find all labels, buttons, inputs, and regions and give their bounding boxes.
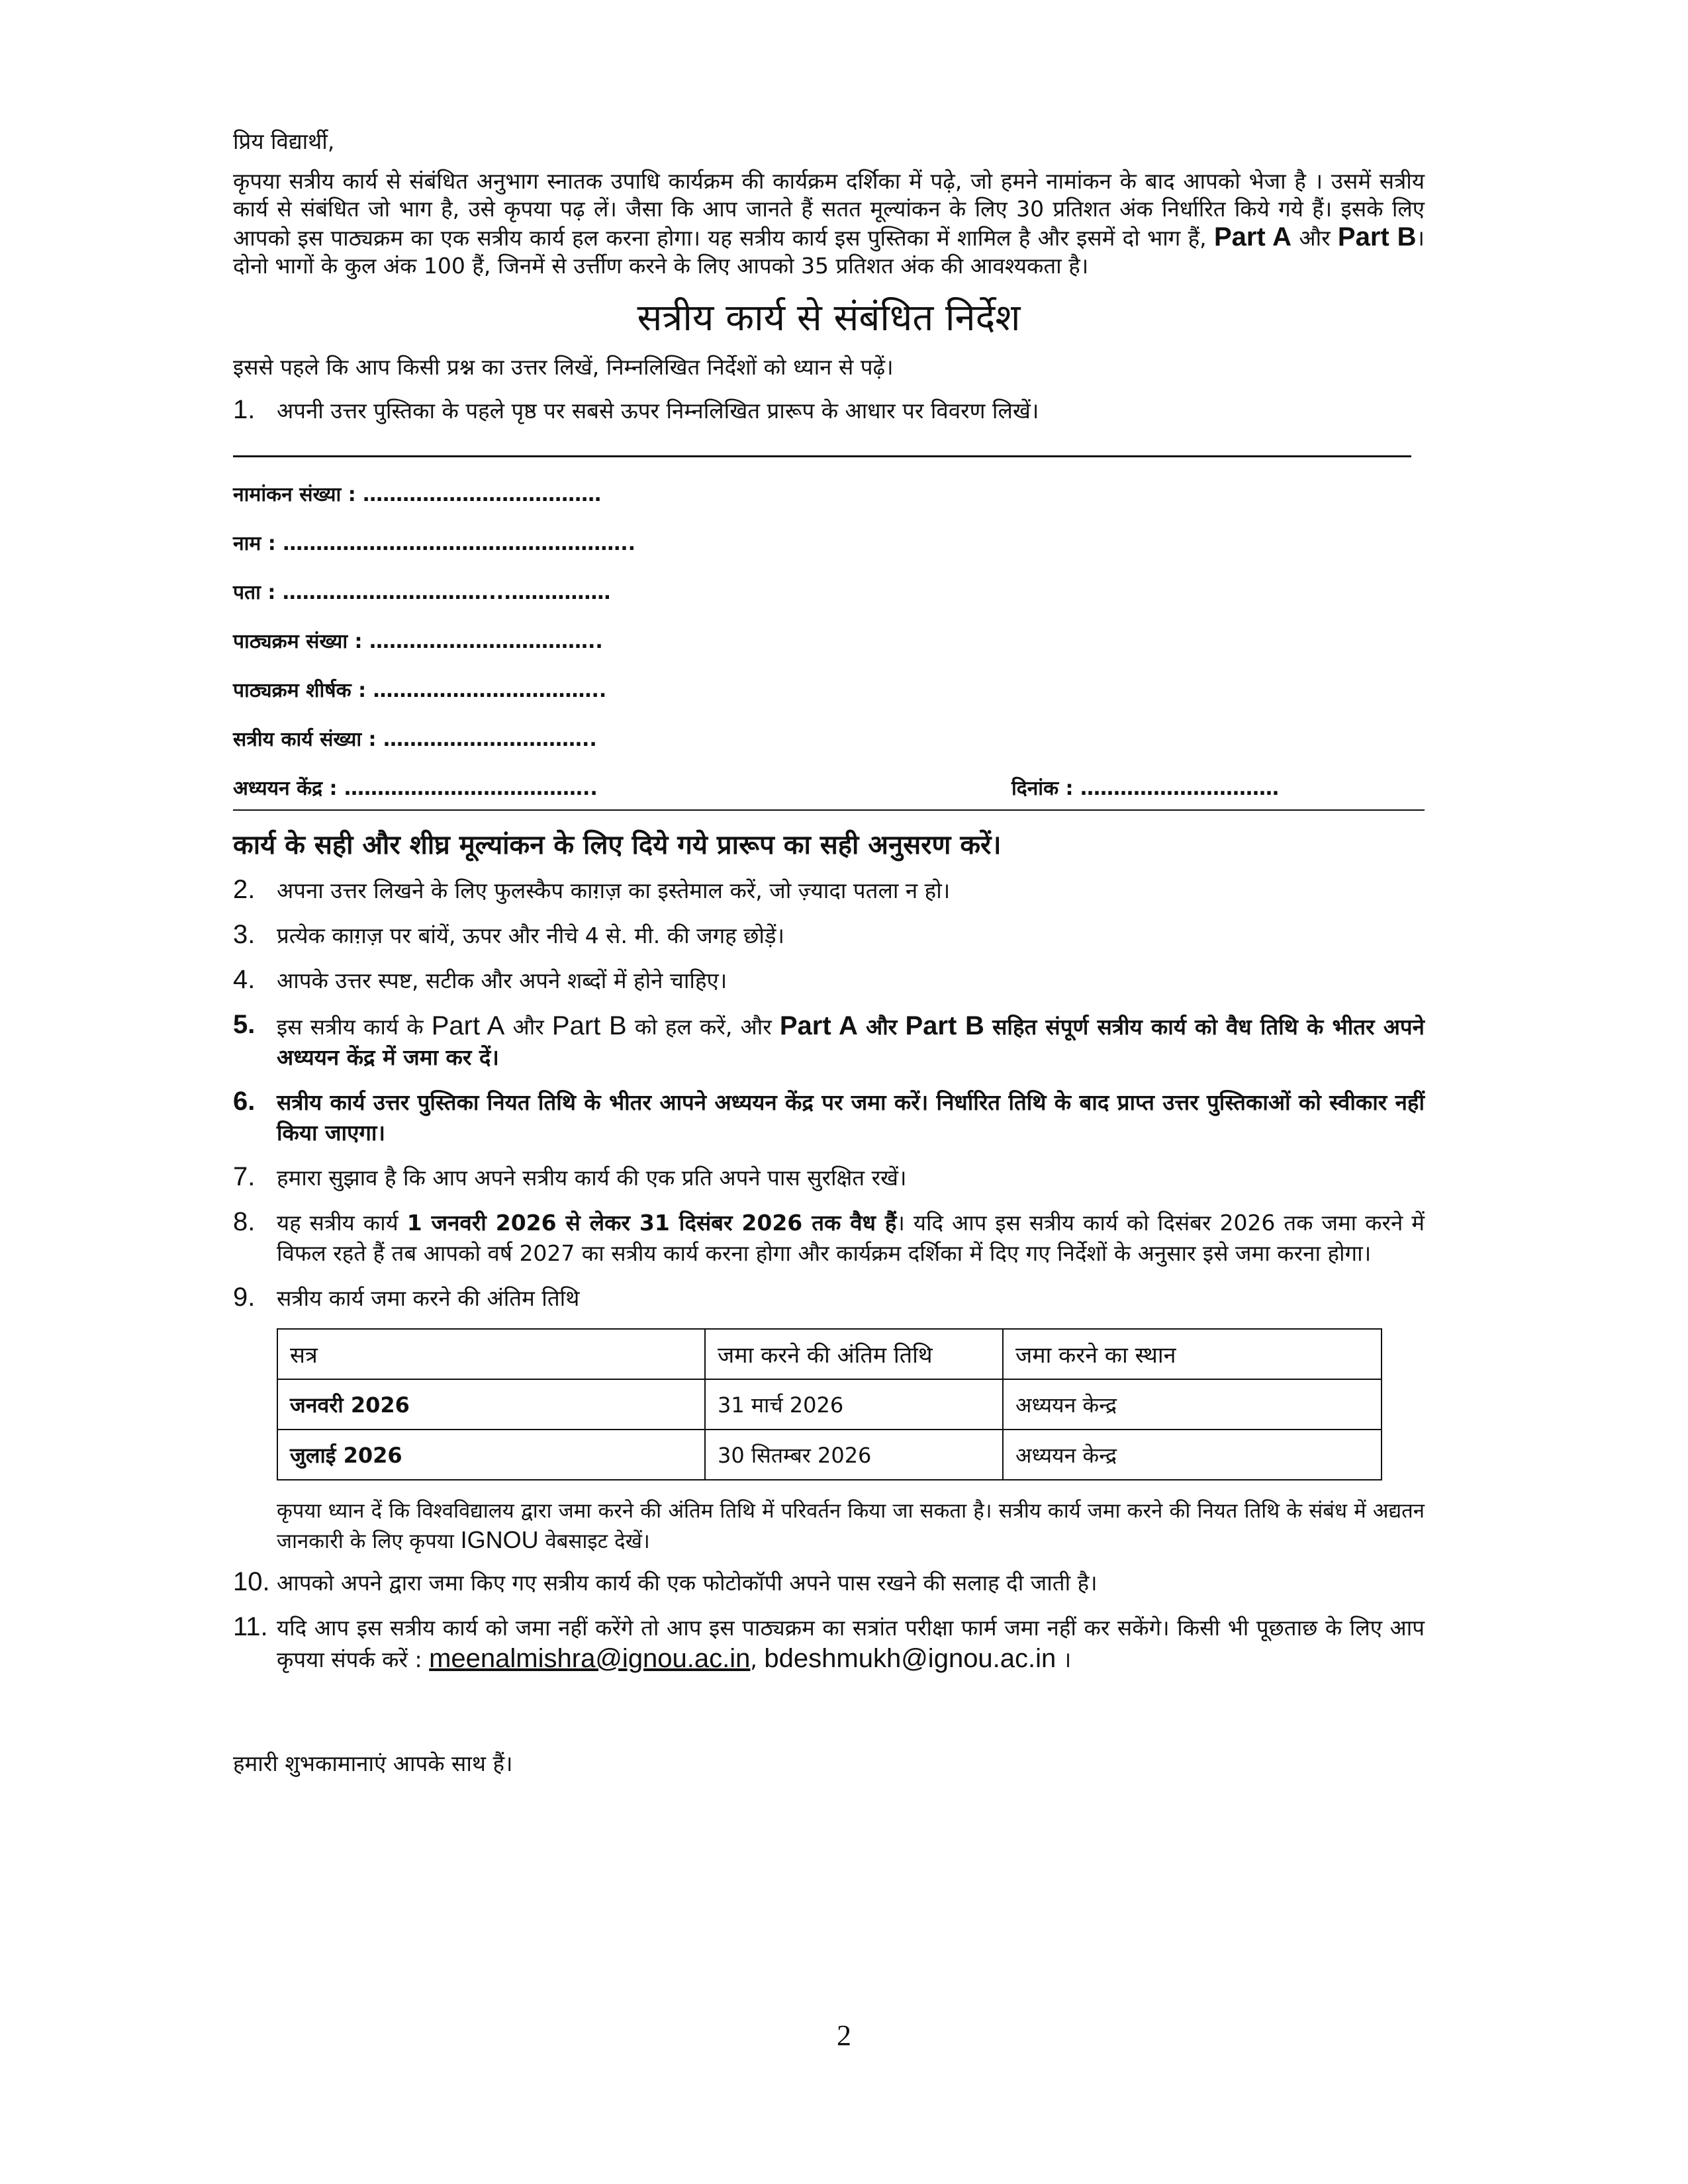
item-number: 11.: [233, 1612, 268, 1641]
table-cell: अध्ययन केन्द्र: [1003, 1430, 1382, 1480]
i5-text-2: और: [512, 1014, 544, 1040]
item-number: 1.: [233, 395, 256, 424]
note-text-1: कृपया ध्यान दें कि विश्वविद्यालय द्वारा जमा करने की अंतिम तिथि में परिवर्तन किया जा सकता है। सत्रीय कार्य जमा करने की नियत तिथि के संबंध में अद्यतन जानकारी के लिए कृपया: [277, 1499, 1425, 1553]
intro-and: और: [1299, 225, 1331, 251]
instruction-10: [233, 1568, 1425, 1598]
table-cell: अध्ययन केन्द्र: [1003, 1379, 1382, 1430]
i5-text-1: इस सत्रीय कार्य के: [277, 1014, 424, 1040]
item-number: 4.: [233, 965, 256, 994]
end-mark: ।: [1062, 1647, 1072, 1672]
table-header: जमा करने की अंतिम तिथि: [705, 1329, 1003, 1379]
item-number: 5.: [233, 1010, 256, 1039]
field-course-code: पाठ्यक्रम संख्या : ……………………………..: [233, 630, 603, 653]
note-text-2: वेबसाइट देखें।: [545, 1529, 650, 1553]
i11-text: यदि आप इस सत्रीय कार्य को जमा नहीं करेंगे तो आप इस पाठ्यक्रम का सत्रांत परीक्षा फार्म जमा नहीं कर सकेंगे। किसी भी पूछताछ के लिए आप कृपया संपर्क करें :: [277, 1615, 1425, 1672]
field-address: पता : …………………………....……………: [233, 581, 611, 604]
deadline-note: [277, 1496, 1425, 1556]
instruction-3: [233, 921, 1425, 951]
item-number: 3.: [233, 920, 256, 949]
i5-text-5: सहित संपूर्ण सत्रीय कार्य को वैध तिथि के भीतर अपने अध्ययन केंद्र में जमा कर दें।: [277, 1014, 1425, 1070]
table-row: [277, 1379, 1382, 1430]
instruction-8: [233, 1208, 1425, 1269]
table-cell: 31 मार्च 2026: [705, 1379, 1003, 1430]
intro-part-b: Part B: [1337, 222, 1417, 251]
email-link-1[interactable]: meenalmishra@ignou.ac.in: [429, 1644, 751, 1673]
field-date: दिनांक : …………………………: [1011, 777, 1279, 800]
field-assignment-no: सत्रीय कार्य संख्या : …………………………..: [233, 728, 597, 751]
item-text: [277, 1011, 1425, 1073]
comma: ,: [750, 1647, 757, 1672]
note-ignou: IGNOU: [460, 1526, 539, 1553]
field-name: नाम : ……………………………………………..: [233, 532, 636, 555]
instruction-4: [233, 966, 1425, 996]
i8-text-1: यह सत्रीय कार्य: [277, 1210, 399, 1236]
email-link-2[interactable]: bdeshmukh@ignou.ac.in: [764, 1644, 1056, 1673]
instruction-1: [233, 396, 1425, 426]
instruction-6: [233, 1087, 1425, 1148]
item-number: 10.: [233, 1567, 270, 1596]
item-text: [277, 1208, 1425, 1269]
i5-part-b: Part B: [551, 1011, 627, 1040]
page-title: सत्रीय कार्य से संबंधित निर्देश: [637, 296, 1021, 340]
item-text: अपनी उत्तर पुस्तिका के पहले पृष्ठ पर सबसे ऊपर निम्नलिखित प्रारूप के आधार पर विवरण लिखें।: [277, 398, 1039, 424]
i8-validity: 1 जनवरी 2026 से लेकर 31 दिसंबर 2026 तक वैध हैं: [406, 1210, 897, 1236]
deadline-table-wrap: [233, 1328, 1425, 1556]
item-text: सत्रीय कार्य जमा करने की अंतिम तिथि: [277, 1285, 580, 1311]
sub-intro: इससे पहले कि आप किसी प्रश्न का उत्तर लिखें, निम्नलिखित निर्देशों को ध्यान से पढ़ें।: [233, 354, 894, 380]
table-header: सत्र: [277, 1329, 705, 1379]
instruction-5: [233, 1011, 1425, 1073]
item-number: 6.: [233, 1087, 256, 1116]
item-text: हमारा सुझाव है कि आप अपने सत्रीय कार्य की एक प्रति अपने पास सुरक्षित रखें।: [277, 1165, 907, 1191]
i8-text-2: । यदि आप इस सत्रीय कार्य को दिसंबर 2026 तक जमा करने में विफल रहते हैं तब आपको वर्ष 2027 का सत्रीय कार्य करना होगा और कार्यक्रम दर्शिका में दिए गए निर्देशों के अनुसार इसे जमा करना होगा।: [277, 1210, 1425, 1266]
follow-format-note: कार्य के सही और शीघ्र मूल्यांकन के लिए दिये गये प्रारूप का सही अनुसरण करें।: [233, 830, 1002, 860]
table-cell: जनवरी 2026: [277, 1379, 705, 1430]
item-number: 9.: [233, 1283, 256, 1312]
instruction-9: [233, 1283, 1425, 1314]
item-text: प्रत्येक काग़ज़ पर बांयें, ऊपर और नीचे 4 से. मी. की जगह छोड़ें।: [277, 923, 785, 948]
item-text: सत्रीय कार्य उत्तर पुस्तिका नियत तिथि के भीतर आपने अध्ययन केंद्र पर जमा करें। निर्धारित तिथि के बाद प्राप्त उत्तर पुस्तिकाओं को स्वीकार नहीं किया जाएगा।: [277, 1089, 1425, 1146]
intro-paragraph: [233, 167, 1425, 280]
table-cell: जुलाई 2026: [277, 1430, 705, 1480]
document-page: [233, 126, 1425, 1799]
intro-text-1: कृपया सत्रीय कार्य से संबंधित अनुभाग स्नातक उपाधि कार्यक्रम की कार्यक्रम दर्शिका में पढ़े, जो हमने नामांकन के बाद आपको भेजा है । उसमें सत्रीय कार्य से संबंधित जो भाग है, उसे कृपया पढ़ लें। जैसा कि आप जानते हैं सतत मूल्यांकन के लिए 30 प्रतिशत अंक निर्धारित किये गये हैं। इसके लिए आपको इस पाठ्यक्रम का एक सत्रीय कार्य हल करना होगा। यह सत्रीय कार्य इस पुस्तिका में शामिल है और इसमें दो भाग हैं,: [233, 168, 1425, 251]
item-text: अपना उत्तर लिखने के लिए फुलस्कैप काग़ज़ का इस्तेमाल करें, जो ज़्यादा पतला न हो।: [277, 878, 951, 903]
item-text: आपके उत्तर स्पष्ट, सटीक और अपने शब्दों में होने चाहिए।: [277, 968, 727, 993]
table-header: जमा करने का स्थान: [1003, 1329, 1382, 1379]
instruction-2: [233, 876, 1425, 906]
table-row: [277, 1430, 1382, 1480]
i5-part-a-bold: Part A: [779, 1011, 858, 1040]
form-top-rule: [233, 455, 1411, 457]
table-cell: 30 सितम्बर 2026: [705, 1430, 1003, 1480]
item-text: आपको अपने द्वारा जमा किए गए सत्रीय कार्य की एक फोटोकॉपी अपने पास रखने की सलाह दी जाती है।: [277, 1570, 1098, 1596]
instruction-7: [233, 1163, 1425, 1193]
item-text: [277, 1613, 1425, 1675]
closing-line: हमारी शुभकामानाएं आपके साथ हैं।: [233, 1751, 513, 1776]
i5-part-a: Part A: [431, 1011, 505, 1040]
field-enrolment: नामांकन संख्या : ………………………………: [233, 483, 602, 506]
deadline-table: [277, 1328, 1382, 1480]
item-number: 8.: [233, 1207, 256, 1236]
salutation: प्रिय विद्यार्थी,: [233, 128, 335, 154]
i5-text-3: को हल करें, और: [634, 1014, 772, 1040]
instruction-11: [233, 1613, 1425, 1675]
field-course-title: पाठ्यक्रम शीर्षक : ……………………………..: [233, 679, 607, 702]
item-number: 7.: [233, 1162, 256, 1191]
field-centre-date-row: [233, 764, 1279, 813]
item-number: 2.: [233, 875, 256, 904]
i5-part-b-bold: Part B: [905, 1011, 984, 1040]
page-number: 2: [837, 2019, 851, 2052]
table-header-row: [277, 1329, 1382, 1379]
field-study-centre: अध्ययन केंद्र : ………………………………..: [233, 777, 598, 800]
intro-text-2: । दोनो भागों के कुल अंक 100 हैं, जिनमें से उर्त्तीण करने के लिए आपको 35 प्रतिशत अंक की आवश्यकता है।: [233, 225, 1425, 279]
i5-text-4: और: [866, 1014, 898, 1040]
intro-part-a: Part A: [1213, 222, 1292, 251]
